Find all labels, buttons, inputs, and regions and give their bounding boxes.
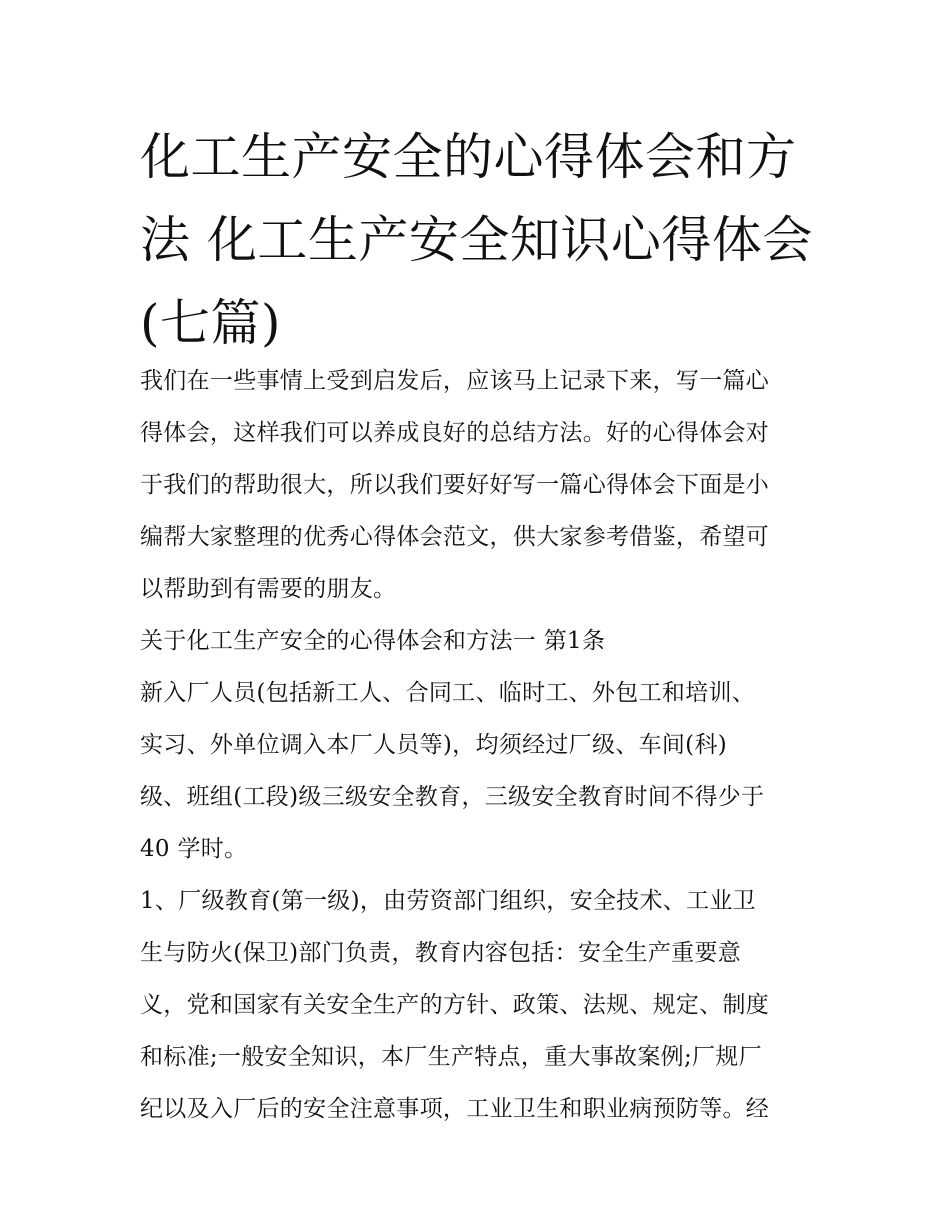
text-line: 以帮助到有需要的朋友。 [140, 576, 397, 602]
text-line: 1、厂级教育(第一级)，由劳资部门组织，安全技术、工业卫 [140, 888, 756, 914]
document-body [140, 355, 830, 1135]
text-line: 纪以及入厂后的安全注意事项，工业卫生和职业病预防等。经 [140, 1096, 770, 1122]
paragraph-1 [140, 667, 830, 875]
text-line: 我们在一些事情上受到启发后，应该马上记录下来，写一篇心 [140, 368, 770, 394]
text-line: 生与防火(保卫)部门负责，教育内容包括：安全生产重要意 [140, 940, 742, 966]
text-line: 级、班组(工段)级三级安全教育，三级安全教育时间不得少于 [140, 784, 765, 810]
text-line: 和标准;一般安全知识，本厂生产特点，重大事故案例;厂规厂 [140, 1044, 762, 1070]
document-title [140, 116, 820, 365]
text-line: 于我们的帮助很大，所以我们要好好写一篇心得体会下面是小 [140, 472, 770, 498]
title-line: 化工生产安全的心得体会和方 [140, 128, 797, 186]
text-line: 实习、外单位调入本厂人员等)，均须经过厂级、车间(科) [140, 732, 728, 758]
intro-paragraph [140, 355, 830, 615]
title-line: (七篇) [140, 294, 282, 352]
section-heading: 关于化工生产安全的心得体会和方法一 第1条 [140, 628, 606, 654]
paragraph-2 [140, 875, 830, 1135]
text-line: 新入厂人员(包括新工人、合同工、临时工、外包工和培训、 [140, 680, 756, 706]
text-line: 40 学时。 [140, 836, 248, 862]
text-line: 得体会，这样我们可以养成良好的总结方法。好的心得体会对 [140, 420, 770, 446]
text-line: 义，党和国家有关安全生产的方针、政策、法规、规定、制度 [140, 992, 770, 1018]
text-line: 编帮大家整理的优秀心得体会范文，供大家参考借鉴，希望可 [140, 524, 770, 550]
title-line: 法 化工生产安全知识心得体会 [140, 211, 813, 269]
